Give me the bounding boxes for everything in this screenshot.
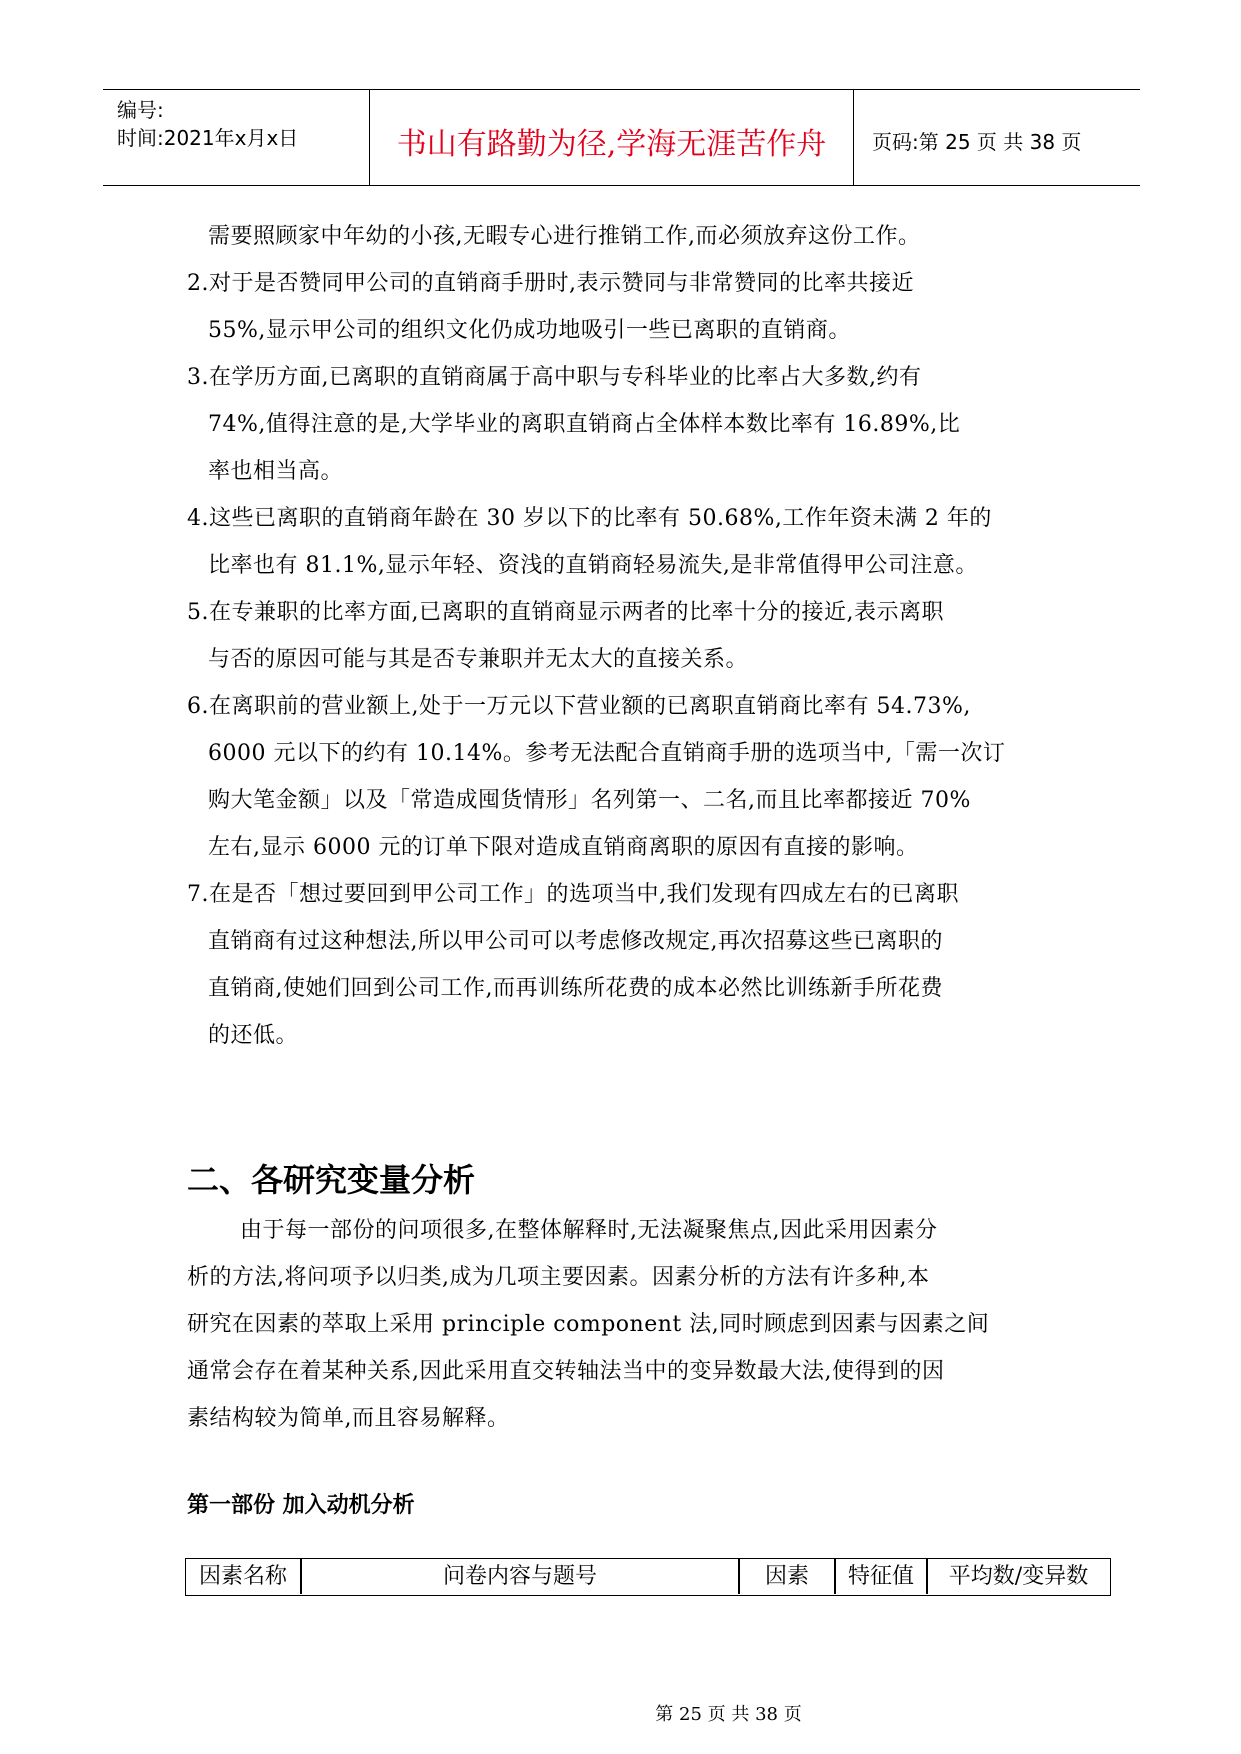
paragraph-line: 55%,显示甲公司的组织文化仍成功地吸引一些已离职的直销商。	[208, 318, 851, 343]
number-label: 编号:	[117, 98, 164, 122]
paragraph-line: 率也相当高。	[208, 459, 344, 484]
time-label: 时间:2021年x月x日	[117, 126, 299, 150]
header-right-cell	[854, 90, 1140, 185]
paragraph-line: 需要照顾家中年幼的小孩,无暇专心进行推销工作,而必须放弃这份工作。	[208, 224, 921, 249]
header-motto-cell	[369, 90, 854, 185]
paragraph-line: 直销商,使她们回到公司工作,而再训练所花费的成本必然比训练新手所花费	[208, 976, 943, 1001]
section-paragraph-line: 由于每一部份的问项很多,在整体解释时,无法凝聚焦点,因此采用因素分	[240, 1218, 938, 1243]
factor-table-header	[185, 1558, 1111, 1596]
paragraph-line: 6000 元以下的约有 10.14%。参考无法配合直销商手册的选项当中,「需一次订	[208, 741, 1006, 766]
page-footer: 第 25 页 共 38 页	[655, 1704, 802, 1725]
subsection-title: 第一部份 加入动机分析	[187, 1493, 415, 1518]
header-left-cell	[103, 90, 368, 185]
paragraph-line: 5.在专兼职的比率方面,已离职的直销商显示两者的比率十分的接近,表示离职	[187, 600, 944, 625]
paragraph-line: 3.在学历方面,已离职的直销商属于高中职与专科毕业的比率占大多数,约有	[187, 365, 922, 390]
paragraph-line: 7.在是否「想过要回到甲公司工作」的选项当中,我们发现有四成左右的已离职	[187, 882, 959, 907]
table-header-cell: 特征值	[847, 1564, 914, 1589]
table-header-cell: 因素	[764, 1564, 809, 1589]
section-paragraph-line: 研究在因素的萃取上采用 principle component 法,同时顾虑到因素与因素之间	[187, 1312, 990, 1337]
table-header-cell: 平均数/变异数	[948, 1564, 1089, 1589]
section-title: 二、各研究变量分析	[187, 1161, 476, 1199]
paragraph-line: 4.这些已离职的直销商年龄在 30 岁以下的比率有 50.68%,工作年资未满 2 年的	[187, 506, 992, 531]
section-paragraph-line: 析的方法,将问项予以归类,成为几项主要因素。因素分析的方法有许多种,本	[187, 1265, 930, 1290]
section-paragraph-line: 素结构较为简单,而且容易解释。	[187, 1406, 510, 1431]
paragraph-line: 74%,值得注意的是,大学毕业的离职直销商占全体样本数比率有 16.89%,比	[208, 412, 961, 437]
paragraph-line: 与否的原因可能与其是否专兼职并无太大的直接关系。	[208, 647, 749, 672]
table-header-cell: 问卷内容与题号	[442, 1564, 597, 1589]
paragraph-line: 直销商有过这种想法,所以甲公司可以考虑修改规定,再次招募这些已离职的	[208, 929, 943, 954]
motto: 书山有路勤为径,学海无涯苦作舟	[396, 127, 827, 162]
header-page-number: 页码:第 25 页 共 38 页	[872, 130, 1082, 154]
paragraph-line: 的还低。	[208, 1023, 299, 1048]
paragraph-line: 2.对于是否赞同甲公司的直销商手册时,表示赞同与非常赞同的比率共接近	[187, 271, 914, 296]
table-header-cell: 因素名称	[198, 1564, 287, 1589]
paragraph-line: 购大笔金额」以及「常造成囤货情形」名列第一、二名,而且比率都接近 70%	[208, 788, 971, 813]
paragraph-line: 6.在离职前的营业额上,处于一万元以下营业额的已离职直销商比率有 54.73%,	[187, 694, 971, 719]
paragraph-line: 比率也有 81.1%,显示年轻、资浅的直销商轻易流失,是非常值得甲公司注意。	[208, 553, 978, 578]
page-header	[103, 89, 1140, 186]
section-paragraph-line: 通常会存在着某种关系,因此采用直交转轴法当中的变异数最大法,使得到的因	[187, 1359, 945, 1384]
paragraph-line: 左右,显示 6000 元的订单下限对造成直销商离职的原因有直接的影响。	[208, 835, 919, 860]
